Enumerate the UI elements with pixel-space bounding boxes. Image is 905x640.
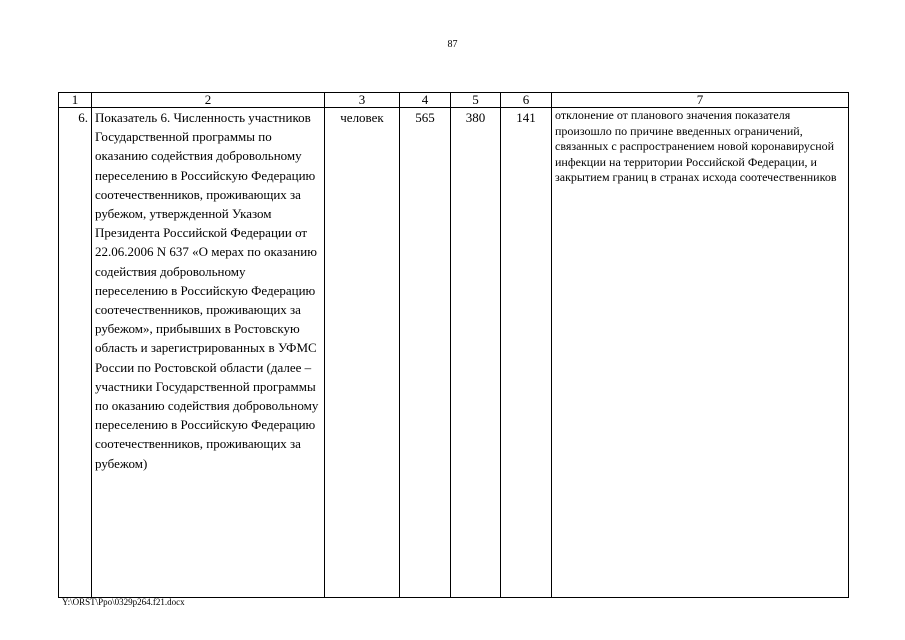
header-cell-5: 5: [451, 93, 501, 108]
deviation-note-cell: отклонение от планового значения показателя произошло по причине введенных ограничений, связанных с распространением новой коронавирусной инфекции на территории Российской Федерации, и закрытием границ в странах исхода соотечественников: [552, 108, 849, 598]
row-number-cell: 6.: [59, 108, 92, 598]
table-row: [59, 108, 849, 598]
header-cell-1: 1: [59, 93, 92, 108]
table-header-row: [59, 93, 849, 108]
value-cell-5: 380: [451, 108, 501, 598]
indicator-description-cell: Показатель 6. Численность участников Государственной программы по оказанию содействия добровольному переселению в Российскую Федерацию соотечественников, проживающих за рубежом, утвержденной Указом Президента Российской Федерации от 22.06.2006 N 637 «О мерах по оказанию содействия добровольному переселению в Российскую Федерацию соотечественников, проживающих за рубежом», прибывших в Ростовскую область и зарегистрированных в УФМС России по Ростовской области (далее – участники Государственной программы по оказанию содействия добровольному переселению в Российскую Федерацию соотечественников, проживающих за рубежом): [92, 108, 325, 598]
header-cell-3: 3: [325, 93, 400, 108]
page-number: 87: [447, 39, 458, 50]
value-cell-6: 141: [501, 108, 552, 598]
header-cell-6: 6: [501, 93, 552, 108]
unit-cell: человек: [325, 108, 400, 598]
value-cell-4: 565: [400, 108, 451, 598]
indicator-table: [58, 92, 849, 598]
header-cell-7: 7: [552, 93, 849, 108]
footer-file-path: Y:\ORST\Ppo\0329p264.f21.docx: [62, 597, 185, 607]
header-cell-4: 4: [400, 93, 451, 108]
header-cell-2: 2: [92, 93, 325, 108]
